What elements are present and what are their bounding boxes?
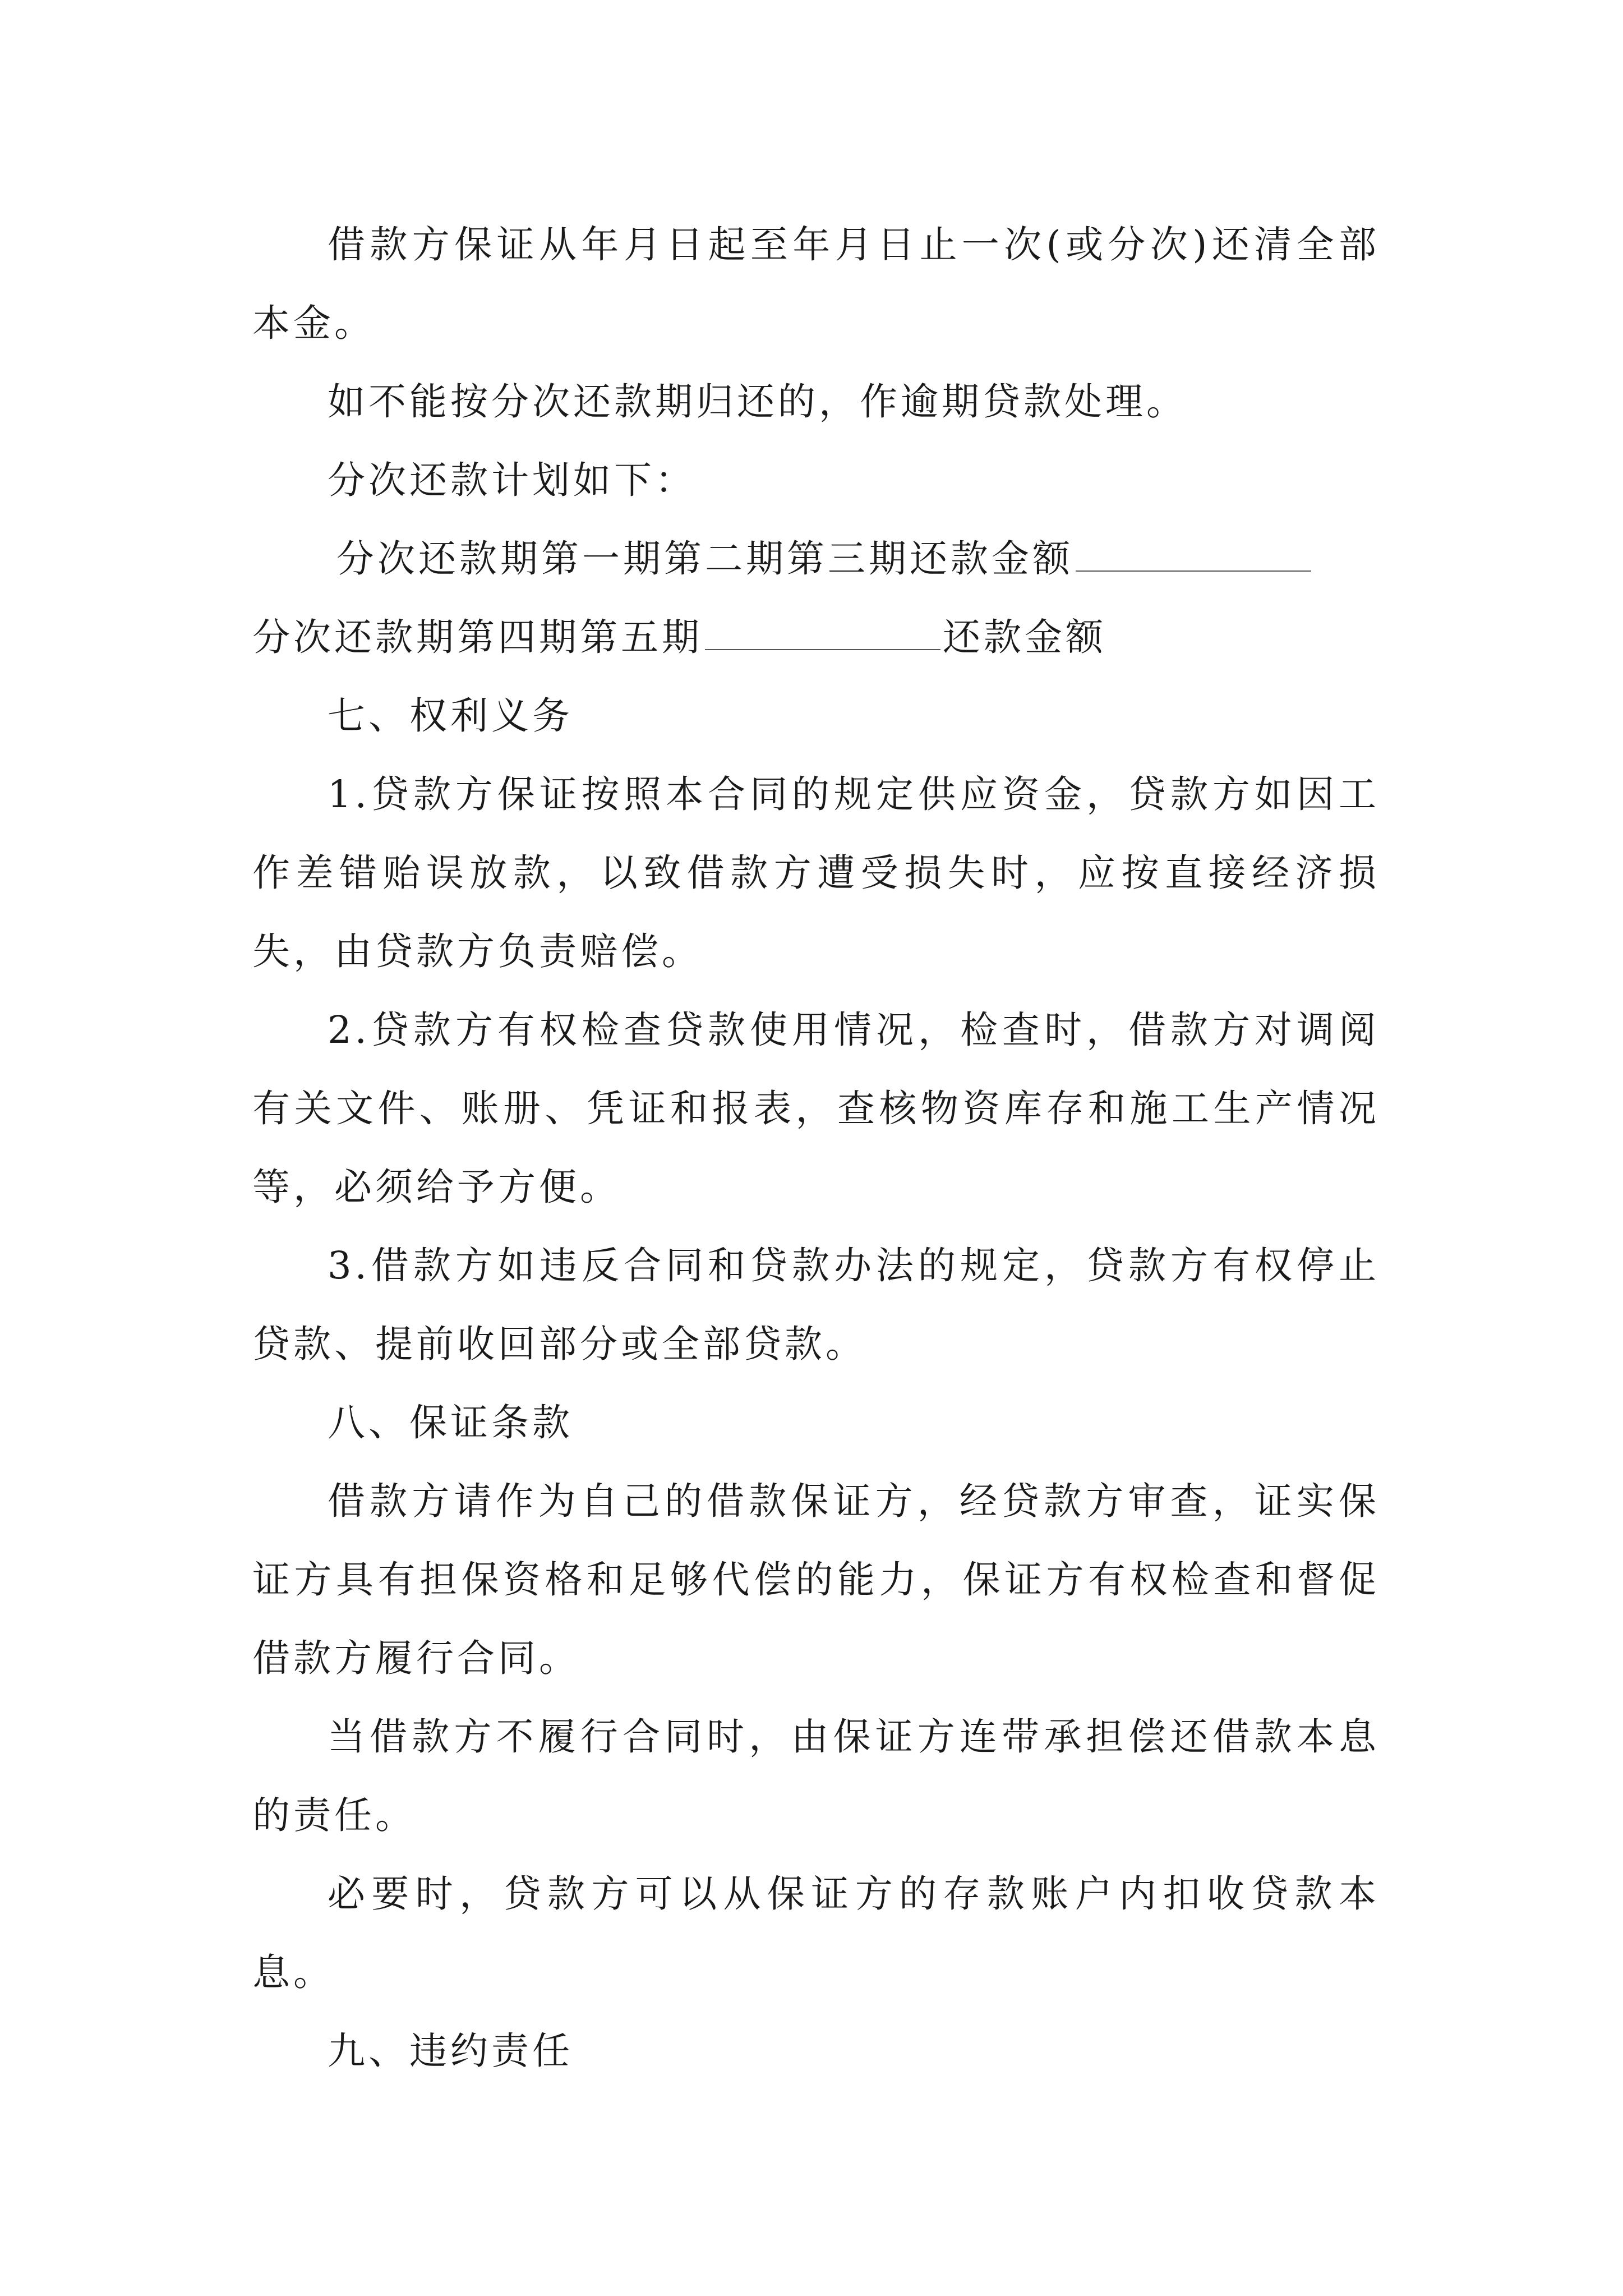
document-page xyxy=(252,205,1380,2090)
paragraph-overdue-handling: 如不能按分次还款期归还的，作逾期贷款处理。 xyxy=(328,380,1187,424)
paragraph-guarantee-3: 必要时，贷款方可以从保证方的存款账户内扣收贷款本息。 xyxy=(252,1872,1380,1994)
paragraph-guarantee-2: 当借款方不履行合同时，由保证方连带承担偿还借款本息的责任。 xyxy=(252,1715,1380,1837)
section-heading-rights: 七、权利义务 xyxy=(328,694,573,738)
section-heading-guarantee: 八、保证条款 xyxy=(328,1401,573,1444)
schedule-blank-2 xyxy=(705,615,940,650)
schedule-line-2-text-b: 还款金额 xyxy=(943,615,1106,659)
schedule-line-2-text-a: 分次还款期第四期第五期 xyxy=(252,615,703,659)
schedule-line-2 xyxy=(252,598,1380,677)
paragraph-guarantee-1: 借款方请作为自己的借款保证方，经贷款方审查，证实保证方具有担保资格和足够代偿的能力，保证方有权检查和督促借款方履行合同。 xyxy=(252,1479,1380,1680)
section-heading-liability: 九、违约责任 xyxy=(328,2029,573,2073)
paragraph-rights-2: 2.贷款方有权检查贷款使用情况，检查时，借款方对调阅有关文件、账册、凭证和报表，查核物资库存和施工生产情况等，必须给予方便。 xyxy=(252,1008,1380,1209)
paragraph-rights-1: 1.贷款方保证按照本合同的规定供应资金，贷款方如因工作差错贻误放款，以致借款方遭受损失时，应按直接经济损失，由贷款方负责赔偿。 xyxy=(252,772,1380,973)
schedule-blank-1 xyxy=(1076,537,1311,572)
repayment-schedule xyxy=(252,519,1380,677)
schedule-line-1-text: 分次还款期第一期第二期第三期还款金额 xyxy=(336,537,1073,581)
paragraph-rights-3: 3.借款方如违反合同和贷款办法的规定，贷款方有权停止贷款、提前收回部分或全部贷款。 xyxy=(252,1244,1380,1366)
schedule-line-1 xyxy=(252,519,1380,598)
paragraph-schedule-intro: 分次还款计划如下： xyxy=(328,458,696,502)
paragraph-repayment-guarantee: 借款方保证从年月日起至年月日止一次(或分次)还清全部本金。 xyxy=(252,223,1380,345)
